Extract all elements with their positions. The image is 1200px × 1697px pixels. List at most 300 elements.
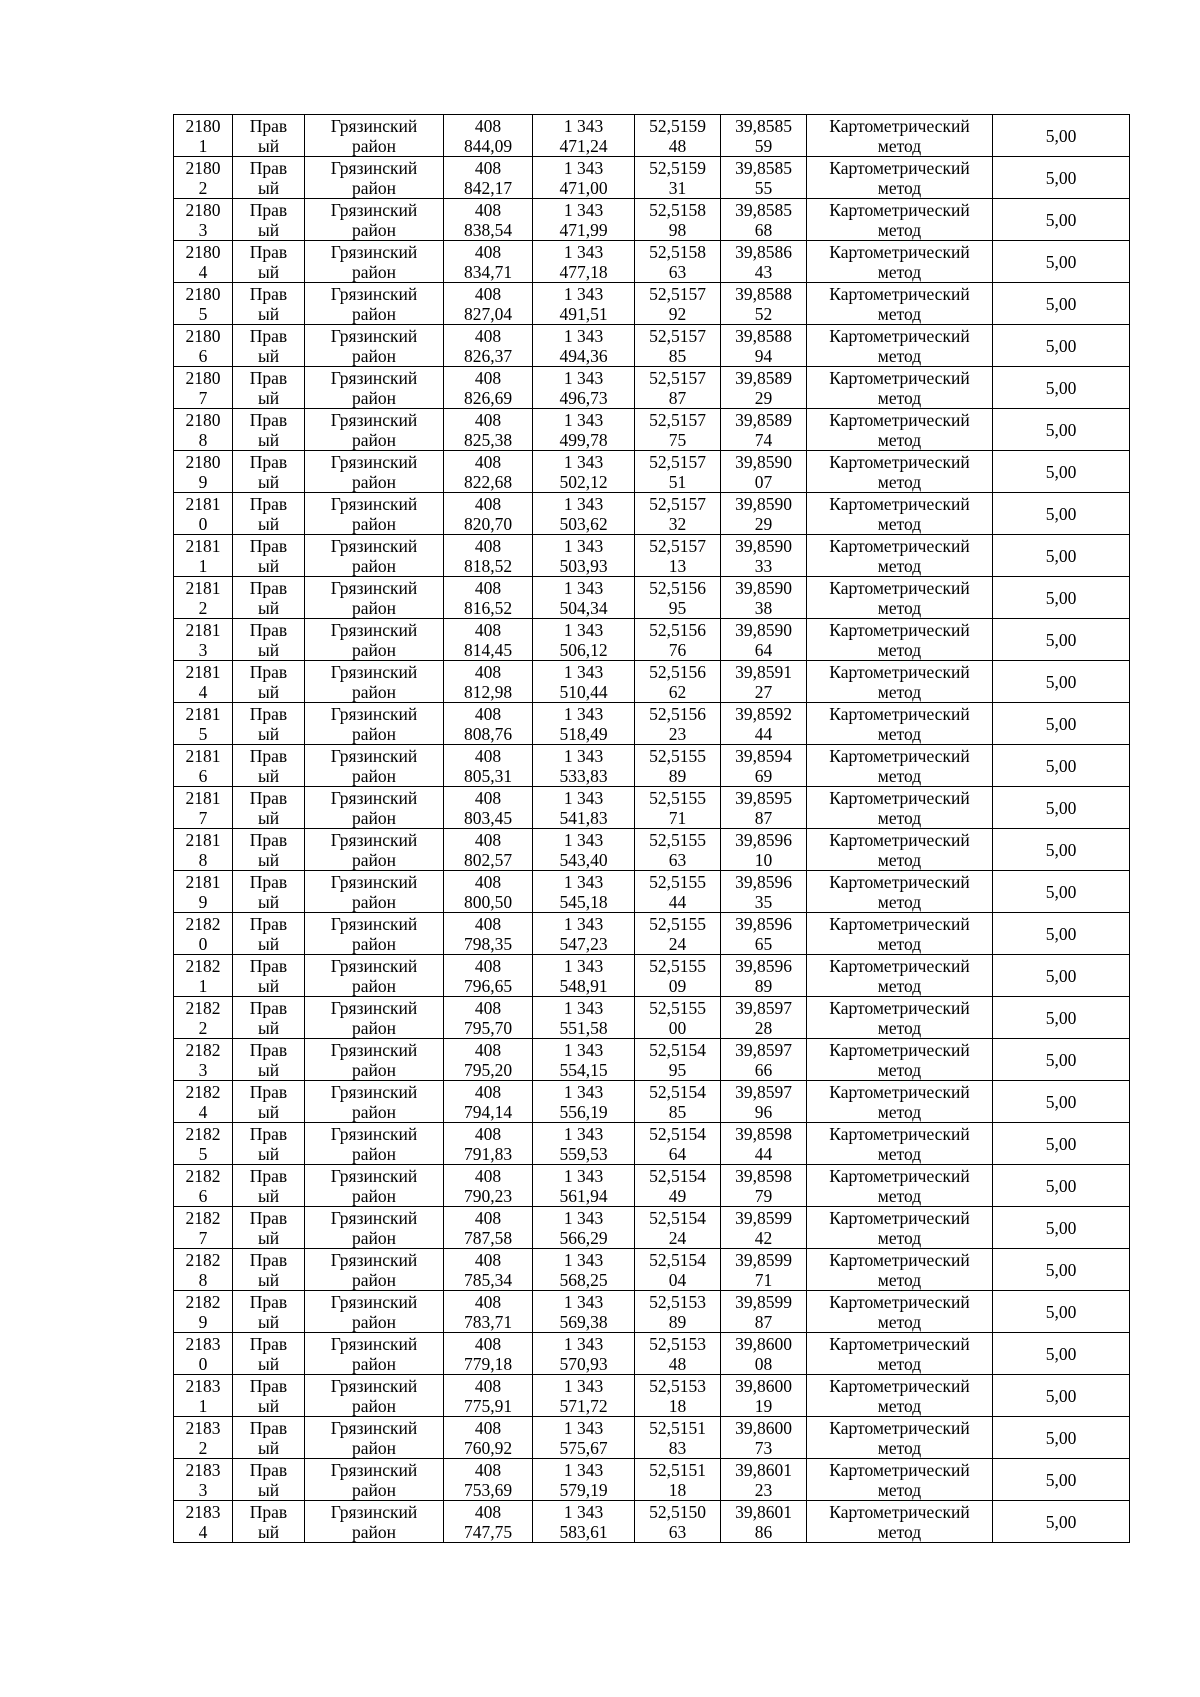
method-cell-line: Картометрический (829, 325, 970, 346)
point-number-cell-line: 4 (198, 681, 208, 702)
coord-y-cell-line: 1 343 (563, 997, 604, 1018)
coord-x-cell-line: 802,57 (463, 849, 513, 870)
coord-x-cell-line: 775,91 (463, 1395, 513, 1416)
method-cell-line: метод (877, 1143, 922, 1164)
coord-y-cell-line: 547,23 (559, 933, 608, 954)
latitude-cell-line: 63 (668, 261, 687, 282)
coord-y-cell-line: 502,12 (559, 471, 608, 492)
point-number-cell-line: 2183 (185, 1333, 221, 1354)
coord-y-cell-line: 541,83 (559, 807, 608, 828)
district-cell-line: район (352, 1101, 396, 1122)
bank-side-cell-line: Прав (249, 787, 288, 808)
latitude-cell-line: 71 (668, 807, 687, 828)
point-number-cell-line: 2181 (185, 535, 221, 556)
table-row (174, 1375, 1130, 1417)
district-cell (305, 997, 444, 1039)
longitude-cell-line: 44 (754, 1143, 773, 1164)
table-row (174, 367, 1130, 409)
coord-x-cell (444, 1123, 533, 1165)
table-row (174, 1165, 1130, 1207)
point-number-cell-line: 2181 (185, 703, 221, 724)
method-cell-line: метод (877, 303, 922, 324)
latitude-cell (635, 1039, 721, 1081)
district-cell-line: Грязинский (330, 1417, 418, 1438)
bank-side-cell-line: ый (257, 1017, 280, 1038)
method-cell-line: метод (877, 639, 922, 660)
method-cell-line: метод (877, 1479, 922, 1500)
table-row (174, 829, 1130, 871)
coord-y-cell-line: 1 343 (563, 619, 604, 640)
district-cell (305, 115, 444, 157)
bank-side-cell-line: ый (257, 1101, 280, 1122)
coord-x-cell-line: 408 (474, 787, 502, 808)
latitude-cell (635, 409, 721, 451)
method-cell (807, 367, 993, 409)
longitude-cell (721, 703, 807, 745)
coord-y-cell-line: 561,94 (559, 1185, 608, 1206)
district-cell-line: Грязинский (330, 367, 418, 388)
longitude-cell (721, 997, 807, 1039)
bank-side-cell (233, 493, 305, 535)
method-cell-line: метод (877, 1395, 922, 1416)
latitude-cell-line: 62 (668, 681, 687, 702)
bank-side-cell (233, 1459, 305, 1501)
table-row (174, 157, 1130, 199)
accuracy-cell: 5,00 (993, 1417, 1130, 1459)
latitude-cell-line: 52,5151 (649, 1417, 706, 1438)
point-number-cell-line: 2 (198, 177, 208, 198)
latitude-cell-line: 09 (668, 975, 687, 996)
latitude-cell (635, 1249, 721, 1291)
bank-side-cell-line: Прав (249, 1291, 288, 1312)
district-cell-line: Грязинский (330, 451, 418, 472)
bank-side-cell-line: Прав (249, 829, 288, 850)
coord-x-cell-line: 408 (474, 1165, 502, 1186)
bank-side-cell (233, 283, 305, 325)
latitude-cell (635, 1375, 721, 1417)
method-cell-line: Картометрический (829, 577, 970, 598)
district-cell-line: район (352, 1353, 396, 1374)
point-number-cell (174, 199, 233, 241)
district-cell-line: район (352, 1269, 396, 1290)
coord-x-cell-line: 408 (474, 997, 502, 1018)
district-cell-line: Грязинский (330, 157, 418, 178)
point-number-cell-line: 2181 (185, 619, 221, 640)
method-cell-line: метод (877, 1269, 922, 1290)
point-number-cell-line: 2183 (185, 1417, 221, 1438)
longitude-cell-line: 39,8597 (735, 997, 792, 1018)
method-cell-line: метод (877, 723, 922, 744)
district-cell-line: район (352, 1185, 396, 1206)
district-cell (305, 1375, 444, 1417)
point-number-cell (174, 1207, 233, 1249)
longitude-cell-line: 39,8596 (735, 871, 792, 892)
table-row (174, 1039, 1130, 1081)
table-body (174, 115, 1130, 1543)
district-cell-line: район (352, 219, 396, 240)
coord-x-cell-line: 408 (474, 1501, 502, 1522)
bank-side-cell-line: ый (257, 387, 280, 408)
longitude-cell (721, 115, 807, 157)
bank-side-cell-line: ый (257, 471, 280, 492)
district-cell (305, 913, 444, 955)
coord-x-cell-line: 408 (474, 241, 502, 262)
latitude-cell-line: 75 (668, 429, 687, 450)
latitude-cell (635, 199, 721, 241)
coord-x-cell-line: 408 (474, 325, 502, 346)
coord-y-cell (533, 997, 635, 1039)
coord-x-cell (444, 829, 533, 871)
coord-x-cell-line: 408 (474, 1291, 502, 1312)
method-cell (807, 283, 993, 325)
coord-y-cell-line: 503,93 (559, 555, 608, 576)
point-number-cell-line: 2180 (185, 409, 221, 430)
point-number-cell-line: 4 (198, 1101, 208, 1122)
coord-x-cell-line: 408 (474, 157, 502, 178)
longitude-cell (721, 619, 807, 661)
table-row (174, 1333, 1130, 1375)
longitude-cell-line: 39,8590 (735, 451, 792, 472)
longitude-cell-line: 43 (754, 261, 773, 282)
longitude-cell (721, 1333, 807, 1375)
accuracy-cell: 5,00 (993, 829, 1130, 871)
longitude-cell-line: 59 (754, 135, 773, 156)
accuracy-cell: 5,00 (993, 535, 1130, 577)
coord-y-cell-line: 1 343 (563, 1123, 604, 1144)
accuracy-cell: 5,00 (993, 1165, 1130, 1207)
point-number-cell-line: 1 (198, 1395, 208, 1416)
coord-y-cell-line: 499,78 (559, 429, 608, 450)
method-cell-line: Картометрический (829, 115, 970, 136)
bank-side-cell (233, 787, 305, 829)
accuracy-cell: 5,00 (993, 871, 1130, 913)
coord-y-cell-line: 471,99 (559, 219, 608, 240)
district-cell (305, 1123, 444, 1165)
bank-side-cell (233, 157, 305, 199)
point-number-cell-line: 0 (198, 933, 208, 954)
point-number-cell-line: 9 (198, 1311, 208, 1332)
point-number-cell (174, 1291, 233, 1333)
coord-x-cell-line: 790,23 (463, 1185, 513, 1206)
method-cell (807, 1249, 993, 1291)
district-cell (305, 661, 444, 703)
coord-y-cell-line: 545,18 (559, 891, 608, 912)
longitude-cell (721, 283, 807, 325)
district-cell (305, 577, 444, 619)
coord-x-cell (444, 955, 533, 997)
point-number-cell-line: 2182 (185, 1165, 221, 1186)
coord-y-cell-line: 1 343 (563, 1165, 604, 1186)
coord-y-cell-line: 1 343 (563, 157, 604, 178)
accuracy-cell: 5,00 (993, 1501, 1130, 1543)
latitude-cell-line: 52,5154 (649, 1039, 706, 1060)
coord-x-cell (444, 1375, 533, 1417)
point-number-cell (174, 871, 233, 913)
latitude-cell (635, 1417, 721, 1459)
longitude-cell-line: 39,8596 (735, 955, 792, 976)
coord-x-cell (444, 493, 533, 535)
district-cell-line: район (352, 135, 396, 156)
coord-y-cell (533, 283, 635, 325)
coord-y-cell-line: 548,91 (559, 975, 608, 996)
longitude-cell-line: 10 (754, 849, 773, 870)
coord-x-cell-line: 808,76 (463, 723, 513, 744)
district-cell-line: Грязинский (330, 787, 418, 808)
latitude-cell-line: 52,5157 (649, 493, 706, 514)
coord-x-cell-line: 826,69 (463, 387, 513, 408)
method-cell (807, 997, 993, 1039)
district-cell-line: Грязинский (330, 661, 418, 682)
coord-y-cell-line: 1 343 (563, 325, 604, 346)
table-row (174, 283, 1130, 325)
method-cell-line: Картометрический (829, 829, 970, 850)
district-cell-line: Грязинский (330, 955, 418, 976)
point-number-cell-line: 2181 (185, 787, 221, 808)
table-row (174, 745, 1130, 787)
bank-side-cell-line: ый (257, 1521, 280, 1542)
point-number-cell (174, 451, 233, 493)
method-cell (807, 1291, 993, 1333)
latitude-cell-line: 95 (668, 597, 687, 618)
district-cell-line: Грязинский (330, 1291, 418, 1312)
point-number-cell (174, 493, 233, 535)
latitude-cell-line: 13 (668, 555, 687, 576)
latitude-cell-line: 52,5155 (649, 787, 706, 808)
latitude-cell-line: 04 (668, 1269, 687, 1290)
district-cell (305, 1459, 444, 1501)
district-cell-line: район (352, 891, 396, 912)
coord-x-cell-line: 408 (474, 577, 502, 598)
district-cell-line: Грязинский (330, 1333, 418, 1354)
point-number-cell-line: 8 (198, 429, 208, 450)
coord-x-cell-line: 408 (474, 115, 502, 136)
point-number-cell-line: 2182 (185, 1291, 221, 1312)
method-cell (807, 115, 993, 157)
district-cell-line: Грязинский (330, 409, 418, 430)
accuracy-cell: 5,00 (993, 199, 1130, 241)
table-row (174, 241, 1130, 283)
bank-side-cell (233, 661, 305, 703)
latitude-cell-line: 52,5159 (649, 157, 706, 178)
bank-side-cell (233, 1501, 305, 1543)
district-cell-line: Грязинский (330, 241, 418, 262)
accuracy-cell: 5,00 (993, 577, 1130, 619)
bank-side-cell-line: ый (257, 135, 280, 156)
bank-side-cell-line: Прав (249, 451, 288, 472)
method-cell-line: Картометрический (829, 493, 970, 514)
method-cell (807, 1165, 993, 1207)
district-cell-line: район (352, 1059, 396, 1080)
bank-side-cell-line: Прав (249, 913, 288, 934)
coord-x-cell (444, 745, 533, 787)
latitude-cell (635, 913, 721, 955)
coord-x-cell-line: 826,37 (463, 345, 513, 366)
longitude-cell-line: 39,8600 (735, 1417, 792, 1438)
method-cell-line: Картометрический (829, 913, 970, 934)
method-cell-line: Картометрический (829, 661, 970, 682)
coord-x-cell-line: 747,75 (463, 1521, 513, 1542)
bank-side-cell-line: Прав (249, 367, 288, 388)
accuracy-cell: 5,00 (993, 493, 1130, 535)
point-number-cell-line: 2183 (185, 1459, 221, 1480)
method-cell (807, 451, 993, 493)
bank-side-cell (233, 409, 305, 451)
accuracy-cell: 5,00 (993, 1123, 1130, 1165)
district-cell (305, 1165, 444, 1207)
longitude-cell-line: 94 (754, 345, 773, 366)
method-cell-line: Картометрический (829, 1249, 970, 1270)
district-cell-line: Грязинский (330, 1207, 418, 1228)
coord-x-cell-line: 796,65 (463, 975, 513, 996)
latitude-cell (635, 451, 721, 493)
point-number-cell-line: 2182 (185, 1039, 221, 1060)
method-cell (807, 409, 993, 451)
point-number-cell-line: 2182 (185, 1123, 221, 1144)
bank-side-cell-line: Прав (249, 745, 288, 766)
latitude-cell-line: 52,5155 (649, 997, 706, 1018)
table-row (174, 409, 1130, 451)
coord-y-cell-line: 1 343 (563, 241, 604, 262)
method-cell-line: Картометрический (829, 787, 970, 808)
longitude-cell-line: 39,8600 (735, 1333, 792, 1354)
coord-y-cell (533, 661, 635, 703)
coord-y-cell-line: 1 343 (563, 577, 604, 598)
method-cell (807, 199, 993, 241)
coord-x-cell-line: 760,92 (463, 1437, 513, 1458)
coord-x-cell (444, 1501, 533, 1543)
table-row (174, 619, 1130, 661)
latitude-cell-line: 52,5156 (649, 619, 706, 640)
latitude-cell-line: 48 (668, 135, 687, 156)
latitude-cell-line: 52,5154 (649, 1249, 706, 1270)
district-cell (305, 619, 444, 661)
coord-x-cell-line: 408 (474, 1081, 502, 1102)
point-number-cell-line: 9 (198, 891, 208, 912)
bank-side-cell-line: Прав (249, 493, 288, 514)
coord-x-cell-line: 816,52 (463, 597, 513, 618)
method-cell-line: Картометрический (829, 535, 970, 556)
district-cell-line: район (352, 933, 396, 954)
bank-side-cell-line: ый (257, 639, 280, 660)
method-cell-line: Картометрический (829, 367, 970, 388)
point-number-cell-line: 2182 (185, 1207, 221, 1228)
bank-side-cell-line: Прав (249, 115, 288, 136)
bank-side-cell-line: ый (257, 1269, 280, 1290)
point-number-cell-line: 2 (198, 1017, 208, 1038)
coord-x-cell-line: 753,69 (463, 1479, 513, 1500)
latitude-cell-line: 52,5156 (649, 577, 706, 598)
coord-y-cell (533, 157, 635, 199)
longitude-cell (721, 1249, 807, 1291)
method-cell (807, 619, 993, 661)
coord-y-cell-line: 568,25 (559, 1269, 608, 1290)
latitude-cell (635, 1501, 721, 1543)
longitude-cell-line: 27 (754, 681, 773, 702)
method-cell-line: метод (877, 807, 922, 828)
point-number-cell (174, 1417, 233, 1459)
bank-side-cell (233, 1123, 305, 1165)
longitude-cell-line: 87 (754, 1311, 773, 1332)
method-cell-line: Картометрический (829, 1375, 970, 1396)
method-cell-line: Картометрический (829, 451, 970, 472)
district-cell (305, 157, 444, 199)
bank-side-cell (233, 451, 305, 493)
point-number-cell-line: 2182 (185, 997, 221, 1018)
point-number-cell (174, 955, 233, 997)
coord-x-cell-line: 791,83 (463, 1143, 513, 1164)
table-row (174, 535, 1130, 577)
coord-y-cell-line: 566,29 (559, 1227, 608, 1248)
district-cell (305, 1249, 444, 1291)
coord-x-cell (444, 325, 533, 367)
coord-y-cell-line: 503,62 (559, 513, 608, 534)
longitude-cell-line: 68 (754, 219, 773, 240)
table-row (174, 1417, 1130, 1459)
district-cell (305, 703, 444, 745)
latitude-cell-line: 52,5155 (649, 913, 706, 934)
coord-x-cell-line: 842,17 (463, 177, 513, 198)
coord-y-cell-line: 554,15 (559, 1059, 608, 1080)
coord-x-cell (444, 157, 533, 199)
coord-x-cell-line: 795,20 (463, 1059, 513, 1080)
district-cell-line: Грязинский (330, 325, 418, 346)
latitude-cell-line: 51 (668, 471, 687, 492)
bank-side-cell (233, 1207, 305, 1249)
method-cell-line: Картометрический (829, 1501, 970, 1522)
table-row (174, 661, 1130, 703)
coord-y-cell (533, 745, 635, 787)
coord-y-cell-line: 575,67 (559, 1437, 608, 1458)
latitude-cell-line: 52,5155 (649, 955, 706, 976)
district-cell-line: район (352, 555, 396, 576)
bank-side-cell-line: Прав (249, 997, 288, 1018)
latitude-cell (635, 1081, 721, 1123)
method-cell-line: Картометрический (829, 997, 970, 1018)
district-cell-line: район (352, 765, 396, 786)
bank-side-cell-line: Прав (249, 661, 288, 682)
point-number-cell (174, 1459, 233, 1501)
coord-y-cell-line: 1 343 (563, 661, 604, 682)
accuracy-cell: 5,00 (993, 1459, 1130, 1501)
longitude-cell-line: 44 (754, 723, 773, 744)
method-cell (807, 325, 993, 367)
method-cell (807, 745, 993, 787)
bank-side-cell (233, 871, 305, 913)
latitude-cell (635, 955, 721, 997)
latitude-cell (635, 1165, 721, 1207)
point-number-cell (174, 1123, 233, 1165)
coord-y-cell (533, 493, 635, 535)
coord-x-cell-line: 408 (474, 199, 502, 220)
point-number-cell-line: 3 (198, 1479, 208, 1500)
latitude-cell-line: 52,5153 (649, 1375, 706, 1396)
district-cell-line: район (352, 975, 396, 996)
coord-y-cell (533, 1375, 635, 1417)
latitude-cell-line: 52,5154 (649, 1081, 706, 1102)
coord-x-cell-line: 408 (474, 1249, 502, 1270)
method-cell-line: метод (877, 1059, 922, 1080)
coord-x-cell-line: 408 (474, 1039, 502, 1060)
bank-side-cell-line: Прав (249, 871, 288, 892)
point-number-cell-line: 2182 (185, 1249, 221, 1270)
coord-y-cell-line: 471,24 (559, 135, 608, 156)
method-cell-line: метод (877, 891, 922, 912)
latitude-cell-line: 48 (668, 1353, 687, 1374)
longitude-cell-line: 55 (754, 177, 773, 198)
longitude-cell-line: 73 (754, 1437, 773, 1458)
coord-y-cell-line: 1 343 (563, 493, 604, 514)
district-cell-line: Грязинский (330, 1375, 418, 1396)
